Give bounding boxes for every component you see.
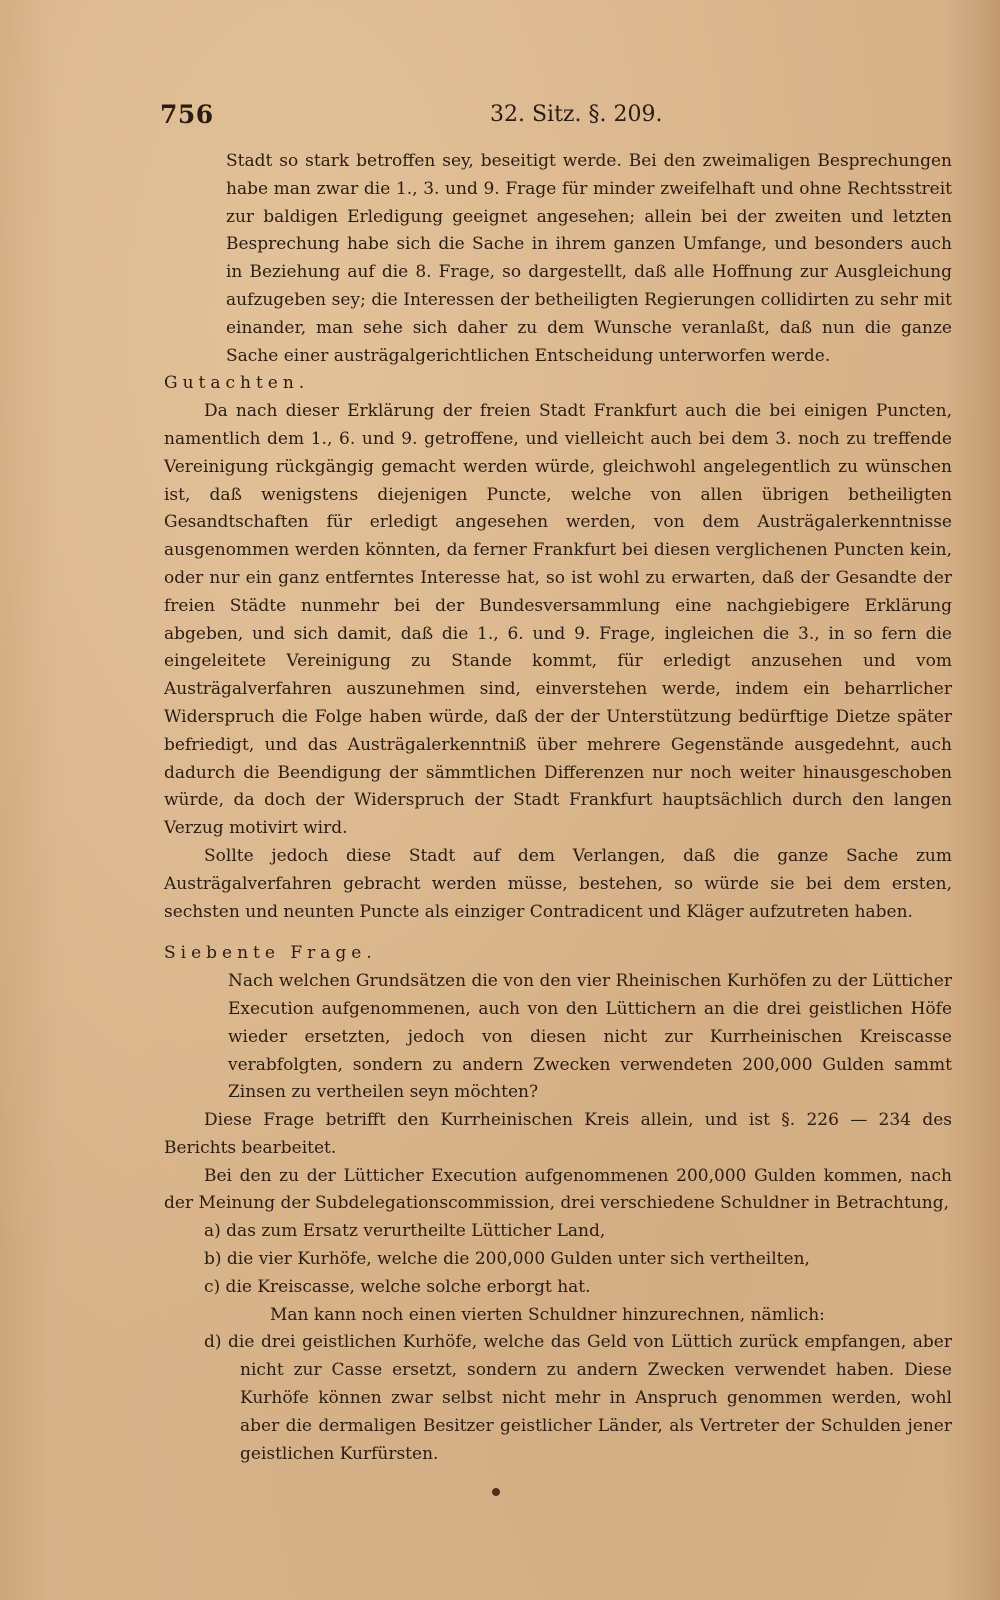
question-text: Nach welchen Grundsätzen die von den vier Rheinischen Kurhöfen zu der Lütticher Execution aufgenommenen, auch von den Lüttichern an die drei geistlichen Höfe wieder ersetzten, jedoch von diesen nicht zur Kurrheinischen Kreiscasse verabfolgten, sondern zu andern Zwecken verwendeten 200,000 Gulden sammt Zinsen zu vertheilen seyn möchten? [228, 971, 952, 1103]
section-heading-gutachten: Gutachten. [164, 373, 310, 394]
paragraph-continued: Stadt so stark betroffen sey, beseitigt werde. Bei den zweimaligen Besprechungen habe man zwar die 1., 3. und 9. Frage für minder zweifelhaft und ohne Rechtsstreit zur baldigen Erledigung geeignet angesehen; allein bei der zweiten und letzten Besprechung habe sich die Sache in ihrem ganzen Umfange, und besonders auch in Beziehung auf die 8. Frage, so dargestellt, daß alle Hoffnung zur Ausgleichung aufzugeben sey; die Interessen der betheiligten Regierungen collidirten zu sehr mit einander, man sehe sich daher zu dem Wunsche veranlaßt, daß nun die ganze Sache einer austrägalgerichtlichen Entscheidung unterworfen werde. [226, 151, 952, 366]
list-item-a: a) das zum Ersatz verurtheilte Lütticher Land, [204, 1221, 606, 1242]
page-body [164, 148, 952, 1468]
list-item-b: b) die vier Kurhöfe, welche die 200,000 Gulden unter sich vertheilten, [204, 1249, 810, 1270]
paragraph-debtors: Bei den zu der Lütticher Execution aufgenommenen 200,000 Gulden kommen, nach der Meinung der Subdelegationscommission, drei verschiedene Schuldner in Betrachtung, [164, 1165, 952, 1214]
paragraph-report-ref: Diese Frage betrifft den Kurrheinischen Kreis allein, und ist §. 226 — 234 des Berichts bearbeitet. [164, 1110, 952, 1158]
section-heading-seventh-question: Siebente Frage. [164, 943, 377, 964]
paragraph-opinion-2: Sollte jedoch diese Stadt auf dem Verlangen, daß die ganze Sache zum Austrägalverfahren gebracht werden müsse, bestehen, so würde sie bei dem ersten, sechsten und neunten Puncte als einziger Contradicent und Kläger aufzutreten haben. [164, 845, 952, 922]
running-head: 32. Sitz. §. 209. [490, 102, 663, 127]
list-item-c: c) die Kreiscasse, welche solche erborgt hat. [204, 1276, 591, 1297]
page-header [160, 100, 680, 136]
page-number: 756 [160, 100, 214, 129]
list-note: Man kann noch einen vierten Schuldner hinzurechnen, nämlich: [270, 1304, 825, 1325]
paragraph-opinion: Da nach dieser Erklärung der freien Stadt Frankfurt auch die bei einigen Puncten, namentlich dem 1., 6. und 9. getroffene, und vielleicht auch bei dem 3. noch zu treffende Vereinigung rückgängig gemacht werden würde, gleichwohl angelegentlich zu wünschen ist, daß wenigstens diejenigen Puncte, welche von allen übrigen betheiligten Gesandtschaften für erledigt angesehen werden, von dem Austrägalerkenntnisse ausgenommen werden könnten, da ferner Frankfurt bei diesen verglichenen Puncten kein, oder nur ein ganz entferntes Interesse hat, so ist wohl zu erwarten, daß der Gesandte der freien Städte nunmehr bei der Bundesversammlung eine nachgiebigere Erklärung abgeben, und sich damit, daß die 1., 6. und 9. Frage, ingleichen die 3., in so fern die eingeleitete Vereinigung zu Stande kommt, für erledigt anzusehen und vom Austrägalverfahren auszunehmen sind, einverstehen werde, indem ein beharrlicher Widerspruch die Folge haben würde, daß der der Unterstützung bedürftige Dietze später befriedigt, und das Austrägalerkenntniß über mehrere Gegenstände ausgedehnt, auch dadurch die Beendigung der sämmtlichen Differenzen nur noch weiter hinausgeschoben würde, da doch der Widerspruch der Stadt Frankfurt hauptsächlich durch den langen Verzug motivirt wird. [164, 401, 952, 839]
list-item-d: d) die drei geistlichen Kurhöfe, welche das Geld von Lüttich zurück empfangen, aber nicht zur Casse ersetzt, sondern zu andern Zwecken verwendet haben. Diese Kurhöfe können zwar selbst nicht mehr in Anspruch genommen werden, wohl aber die dermaligen Besitzer geistlicher Länder, als Vertreter der Schulden jener geistlichen Kurfürsten. [204, 1332, 952, 1464]
ink-dot [492, 1488, 500, 1496]
